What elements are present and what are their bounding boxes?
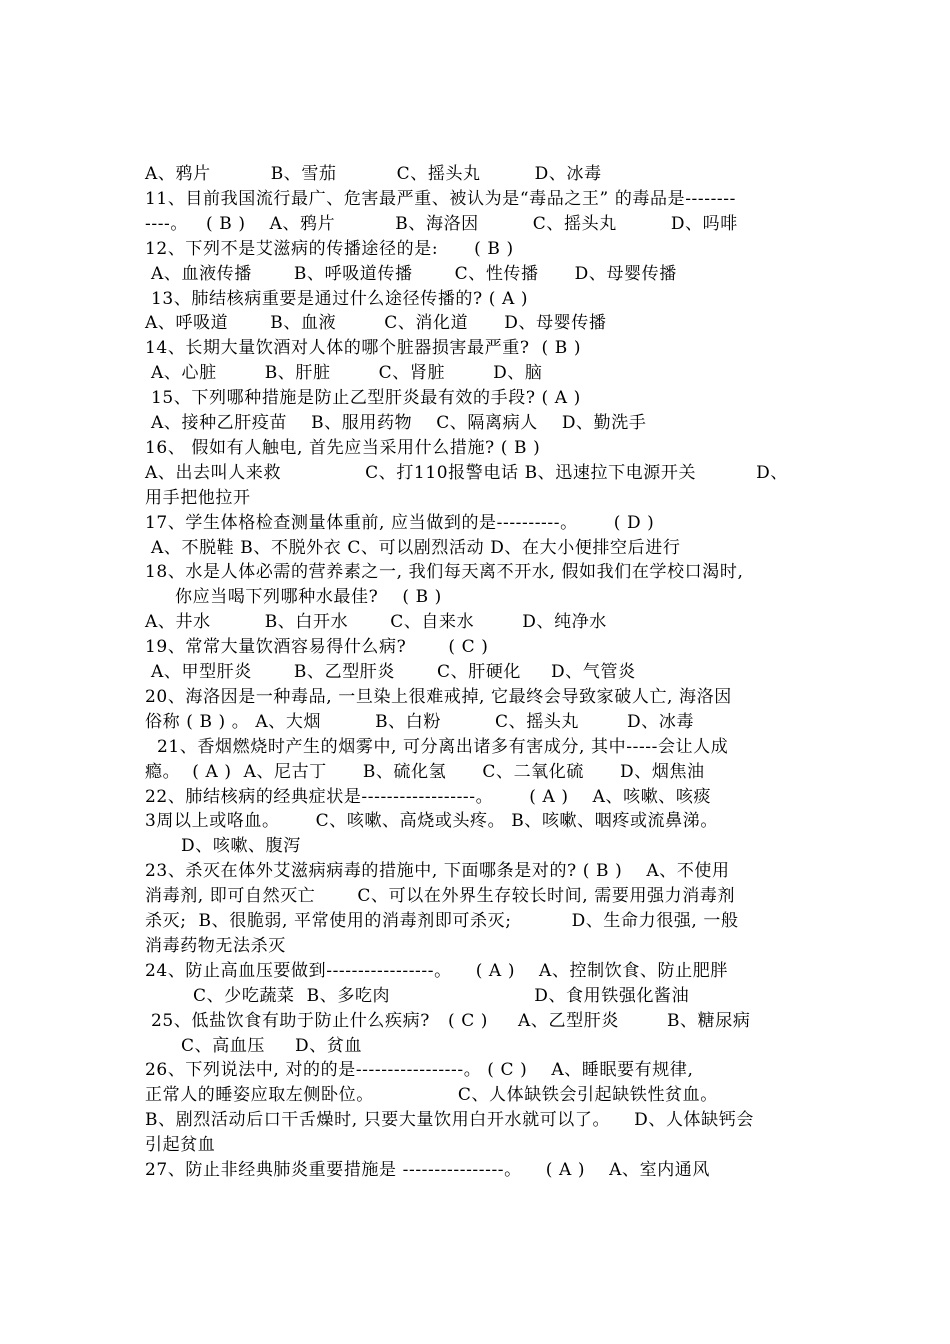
text-line: A、出去叫人来救 C、打110报警电话 B、迅速拉下电源开关 D、	[145, 462, 788, 483]
text-line: 消毒药物无法杀灭	[145, 935, 286, 956]
text-line: 23、杀灭在体外艾滋病病毒的措施中, 下面哪条是对的? ( B ) A、不使用	[145, 861, 730, 882]
text-line: 19、常常大量饮酒容易得什么病? ( C )	[145, 637, 489, 658]
text-line: 21、香烟燃烧时产生的烟雾中, 可分离出诸多有害成分, 其中-----会让人成	[145, 736, 729, 757]
text-line: C、高血压 D、贫血	[145, 1035, 363, 1056]
text-line: 15、下列哪种措施是防止乙型肝炎最有效的手段? ( A )	[145, 388, 581, 409]
text-line: 瘾。 ( A ) A、尼古丁 B、硫化氢 C、二氧化硫 D、烟焦油	[145, 761, 705, 782]
text-line: C、少吃蔬菜 B、多吃肉 D、食用铁强化酱油	[145, 985, 690, 1006]
text-line: 22、肺结核病的经典症状是------------------。 ( A ) A、咳嗽、咳痰	[145, 786, 712, 807]
text-line: A、接种乙肝疫苗 B、服用药物 C、隔离病人 D、勤洗手	[145, 413, 647, 433]
text-line: B、剧烈活动后口干舌燥时, 只要大量饮用白开水就可以了。 D、人体缺钙会	[145, 1110, 754, 1131]
text-line: 16、 假如有人触电, 首先应当采用什么措施? ( B )	[145, 437, 541, 458]
text-line: 引起贫血	[145, 1135, 216, 1156]
text-line: 25、低盐饮食有助于防止什么疾病? ( C ) A、乙型肝炎 B、糖尿病	[145, 1010, 751, 1031]
text-line: A、心脏 B、肝脏 C、肾脏 D、脑	[145, 363, 543, 384]
text-line: 你应当喝下列哪种水最佳? ( B )	[145, 587, 442, 608]
text-line: D、咳嗽、腹泻	[145, 836, 301, 857]
text-line: A、甲型肝炎 B、乙型肝炎 C、肝硬化 D、气管炎	[145, 662, 636, 682]
text-line: ----。 ( B ) A、鸦片 B、海洛因 C、摇头丸 D、吗啡	[145, 213, 738, 234]
text-line: 13、肺结核病重要是通过什么途径传播的? ( A )	[145, 288, 529, 309]
text-line: 11、目前我国流行最广、危害最严重、被认为是“毒品之王” 的毒品是--------	[145, 188, 736, 209]
text-line: A、呼吸道 B、血液 C、消化道 D、母婴传播	[145, 313, 607, 334]
text-line: 14、长期大量饮酒对人体的哪个脏器损害最严重? ( B )	[145, 338, 582, 359]
text-line: 消毒剂, 即可自然灭亡 C、可以在外界生存较长时间, 需要用强力消毒剂	[145, 886, 736, 907]
text-line: 26、下列说法中, 对的的是-----------------。 ( C ) A、睡眠要有规律,	[145, 1060, 694, 1081]
text-line: A、鸦片 B、雪茄 C、摇头丸 D、冰毒	[145, 164, 602, 184]
text-line: 17、学生体格检查测量体重前, 应当做到的是----------。 ( D )	[145, 512, 655, 533]
text-line: 正常人的睡姿应取左侧卧位。 C、人体缺铁会引起缺铁性贫血。	[145, 1085, 718, 1106]
text-line: A、血液传播 B、呼吸道传播 C、性传播 D、母婴传播	[145, 263, 677, 284]
text-line: 12、下列不是艾滋病的传播途径的是: ( B )	[145, 238, 514, 259]
text-line: 俗称 ( B ) 。 A、大烟 B、白粉 C、摇头丸 D、冰毒	[145, 711, 695, 732]
text-line: 杀灭; B、很脆弱, 平常使用的消毒剂即可杀灭; D、生命力很强, 一般	[145, 911, 739, 931]
text-line: A、不脱鞋 B、不脱外衣 C、可以剧烈活动 D、在大小便排空后进行	[145, 537, 681, 558]
text-line: 27、防止非经典肺炎重要措施是 ----------------。 ( A ) A、室内通风	[145, 1160, 710, 1180]
text-line: 24、防止高血压要做到-----------------。 ( A ) A、控制饮食、防止肥胖	[145, 960, 728, 981]
text-line: 3周以上或咯血。 C、咳嗽、高烧或头疼。 B、咳嗽、咽疼或流鼻涕。	[145, 811, 718, 832]
text-line: 用手把他拉开	[145, 487, 251, 508]
text-line: 18、水是人体必需的营养素之一, 我们每天离不开水, 假如我们在学校口渴时,	[145, 562, 744, 583]
text-line: A、井水 B、白开水 C、自来水 D、纯净水	[145, 612, 607, 633]
text-line: 20、海洛因是一种毒品, 一旦染上很难戒掉, 它最终会导致家破人亡, 海洛因	[145, 686, 732, 707]
